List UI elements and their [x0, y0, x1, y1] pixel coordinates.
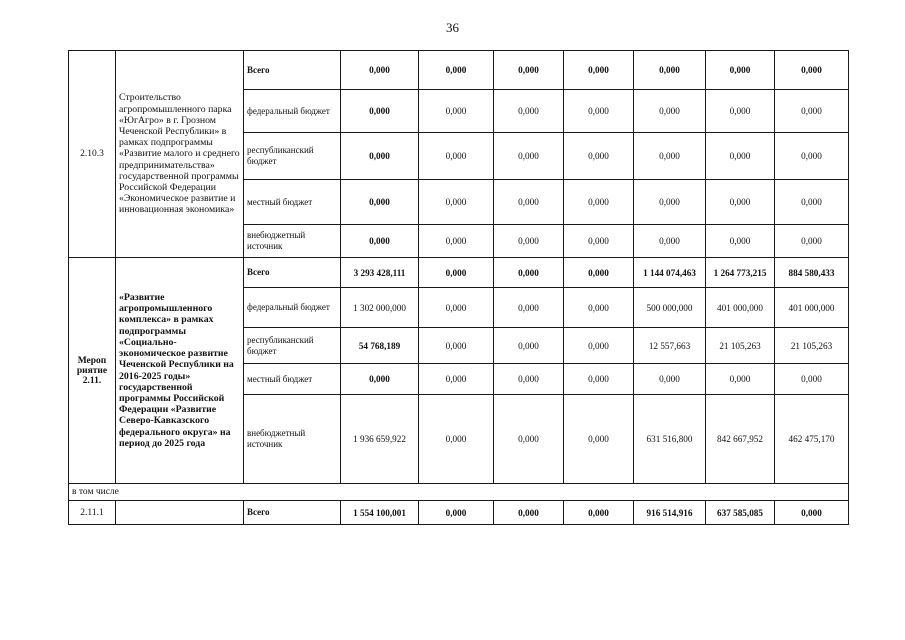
- value-cell: 0,000: [419, 180, 494, 225]
- value-cell: 0,000: [494, 258, 564, 288]
- value-cell: 0,000: [634, 51, 706, 90]
- value-cell: 0,000: [419, 288, 494, 328]
- value-cell: 0,000: [706, 51, 775, 90]
- value-cell: 21 105,263: [706, 328, 775, 364]
- item-description: «Развитие агропромышленного комплекса» в рамках подпрограммы «Социально-экономическое развитие Чеченской Республики на 2016-2025 годы» государственной программы Российской Федерации «Развитие Северо-Кавказского федерального округа» на период до 2025 года: [116, 258, 244, 484]
- value-cell: 0,000: [341, 180, 419, 225]
- value-cell: 0,000: [564, 133, 634, 180]
- value-cell: 0,000: [341, 90, 419, 133]
- value-cell: 500 000,000: [634, 288, 706, 328]
- item-code: 2.11.1: [69, 501, 116, 525]
- value-cell: 0,000: [494, 180, 564, 225]
- value-cell: 0,000: [564, 51, 634, 90]
- item-code: Мероп риятие 2.11.: [69, 258, 116, 484]
- value-cell: 0,000: [775, 501, 849, 525]
- value-cell: 401 000,000: [775, 288, 849, 328]
- value-cell: 637 585,085: [706, 501, 775, 525]
- table-row: [69, 51, 849, 90]
- value-cell: 0,000: [564, 328, 634, 364]
- value-cell: 0,000: [494, 225, 564, 258]
- value-cell: 0,000: [494, 501, 564, 525]
- value-cell: 1 936 659,922: [341, 395, 419, 484]
- funding-source: федеральный бюджет: [244, 288, 341, 328]
- page-number: 36: [446, 20, 459, 35]
- value-cell: 0,000: [341, 133, 419, 180]
- value-cell: 462 475,170: [775, 395, 849, 484]
- value-cell: 0,000: [564, 225, 634, 258]
- value-cell: 0,000: [494, 395, 564, 484]
- value-cell: 0,000: [564, 288, 634, 328]
- value-cell: 0,000: [564, 501, 634, 525]
- value-cell: 0,000: [419, 51, 494, 90]
- value-cell: 916 514,916: [634, 501, 706, 525]
- value-cell: 0,000: [494, 328, 564, 364]
- value-cell: 0,000: [634, 133, 706, 180]
- value-cell: 0,000: [634, 225, 706, 258]
- value-cell: 0,000: [775, 51, 849, 90]
- funding-source: Всего: [244, 51, 341, 90]
- value-cell: 0,000: [706, 180, 775, 225]
- value-cell: 1 144 074,463: [634, 258, 706, 288]
- item-code: 2.10.3: [69, 51, 116, 258]
- value-cell: 1 302 000,000: [341, 288, 419, 328]
- value-cell: 0,000: [706, 90, 775, 133]
- value-cell: 0,000: [419, 328, 494, 364]
- value-cell: 3 293 428,111: [341, 258, 419, 288]
- value-cell: 1 554 100,001: [341, 501, 419, 525]
- funding-source: местный бюджет: [244, 180, 341, 225]
- value-cell: 0,000: [775, 133, 849, 180]
- value-cell: 0,000: [775, 90, 849, 133]
- value-cell: 0,000: [564, 180, 634, 225]
- value-cell: 54 768,189: [341, 328, 419, 364]
- value-cell: 842 667,952: [706, 395, 775, 484]
- funding-source: республиканский бюджет: [244, 133, 341, 180]
- value-cell: 0,000: [564, 90, 634, 133]
- value-cell: 0,000: [634, 180, 706, 225]
- item-description: [116, 501, 244, 525]
- item-description: Строительство агропромышленного парка «ЮгАгро» в г. Грозном Чеченской Республики» в рамках подпрограммы «Развитие малого и среднего предпринимательства» государственной программы Российской Федерации «Экономическое развитие и инновационная экономика»: [116, 51, 244, 258]
- value-cell: 0,000: [419, 90, 494, 133]
- funding-source: федеральный бюджет: [244, 90, 341, 133]
- value-cell: 0,000: [341, 364, 419, 395]
- value-cell: 0,000: [494, 51, 564, 90]
- value-cell: 0,000: [564, 258, 634, 288]
- table-row: [69, 258, 849, 288]
- value-cell: 0,000: [634, 90, 706, 133]
- note-row: [69, 484, 849, 501]
- value-cell: 0,000: [341, 51, 419, 90]
- value-cell: 0,000: [706, 364, 775, 395]
- value-cell: 0,000: [494, 90, 564, 133]
- value-cell: 0,000: [775, 364, 849, 395]
- value-cell: 0,000: [419, 501, 494, 525]
- value-cell: 0,000: [706, 225, 775, 258]
- value-cell: 0,000: [419, 225, 494, 258]
- funding-source: республиканский бюджет: [244, 328, 341, 364]
- value-cell: 0,000: [419, 258, 494, 288]
- budget-table: [68, 50, 849, 525]
- including-note: в том числе: [69, 484, 849, 501]
- value-cell: 0,000: [564, 395, 634, 484]
- value-cell: 1 264 773,215: [706, 258, 775, 288]
- value-cell: 0,000: [775, 225, 849, 258]
- funding-source: местный бюджет: [244, 364, 341, 395]
- table-row: [69, 501, 849, 525]
- funding-source: Всего: [244, 501, 341, 525]
- value-cell: 401 000,000: [706, 288, 775, 328]
- value-cell: 0,000: [564, 364, 634, 395]
- value-cell: 884 580,433: [775, 258, 849, 288]
- value-cell: 12 557,663: [634, 328, 706, 364]
- value-cell: 0,000: [634, 364, 706, 395]
- funding-source: внебюджетный источник: [244, 395, 341, 484]
- value-cell: 0,000: [775, 180, 849, 225]
- value-cell: 0,000: [341, 225, 419, 258]
- value-cell: 0,000: [494, 133, 564, 180]
- value-cell: 631 516,800: [634, 395, 706, 484]
- value-cell: 0,000: [706, 133, 775, 180]
- funding-source: Всего: [244, 258, 341, 288]
- value-cell: 21 105,263: [775, 328, 849, 364]
- value-cell: 0,000: [494, 364, 564, 395]
- value-cell: 0,000: [494, 288, 564, 328]
- value-cell: 0,000: [419, 364, 494, 395]
- value-cell: 0,000: [419, 133, 494, 180]
- funding-source: внебюджетный источник: [244, 225, 341, 258]
- value-cell: 0,000: [419, 395, 494, 484]
